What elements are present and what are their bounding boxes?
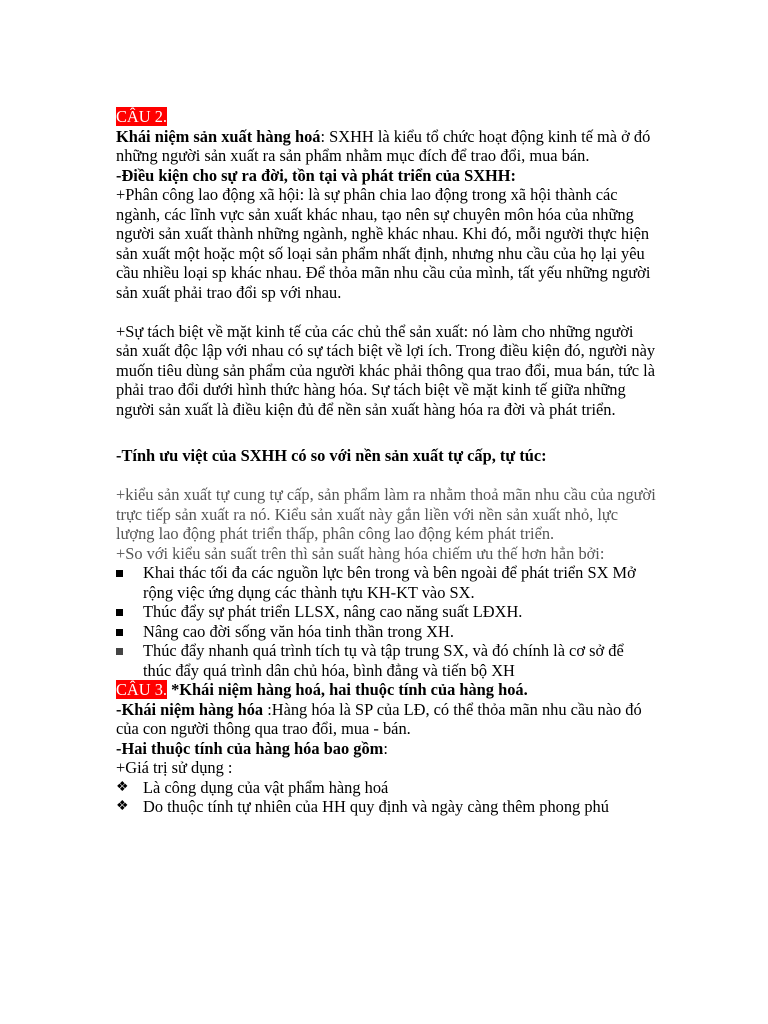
square-bullet-icon: [116, 563, 136, 577]
diamond-bullet-icon: ❖: [116, 799, 129, 814]
definition-term: Khái niệm sản xuất hàng hoá: [116, 126, 321, 146]
list-item: Khai thác tối đa các nguồn lực bên trong và bên ngoài để phát triển SX Mở rộng việc ứng dụng các thành tựu KH-KT vào SX.: [116, 563, 656, 602]
advantages-list: [116, 563, 656, 680]
conditions-heading: -Điều kiện cho sự ra đời, tồn tại và phát triển của SXHH:: [116, 165, 517, 185]
list-item: Thúc đẩy sự phát triển LLSX, nâng cao năng suất LĐXH.: [116, 602, 656, 622]
document-body: [116, 107, 656, 817]
advantages-heading: -Tính ưu việt của SXHH có so với nền sản xuất tự cấp, tự túc:: [116, 446, 547, 465]
question-3-title: *Khái niệm hàng hoá, hai thuộc tính của hàng hoá.: [167, 680, 528, 699]
list-item: ❖ Là công dụng của vật phẩm hàng hoá: [116, 777, 389, 797]
square-bullet-icon: [116, 641, 136, 655]
use-value-heading: +Giá trị sử dụng :: [116, 758, 233, 777]
diamond-bullet-icon: ❖: [116, 779, 129, 795]
square-bullet-icon: [116, 602, 136, 616]
list-item: Thúc đẩy nhanh quá trình tích tụ và tập trung SX, và đó chính là cơ sở để thúc đẩy quá trình dân chủ hóa, bình đẳng và tiến bộ XH: [116, 641, 656, 680]
goods-definition: -Khái niệm hàng hóa :Hàng hóa là SP của LĐ, có thể thỏa mãn nhu cầu nào đó của con người thông qua trao đổi, mua - bán.: [116, 699, 642, 738]
question-2-label: CÂU 2.: [116, 107, 167, 126]
question-3-label: CÂU 3.: [116, 680, 167, 699]
definition-text: : SXHH là kiểu tổ chức hoạt động kinh tế mà ở đó những người sản xuất ra sản phẩm nhằm mục đích để trao đổi, mua bán.: [116, 126, 651, 165]
advantage-2: +So với kiểu sản suất trên thì sản suất hàng hóa chiếm ưu thế hơn hẳn bởi:: [116, 543, 605, 563]
goods-definition-term: -Khái niệm hàng hóa: [116, 699, 264, 719]
question-3-heading: [116, 680, 656, 700]
advantage-1: +kiểu sản xuất tự cung tự cấp, sản phẩm làm ra nhằm thoả mãn nhu cầu của người trực tiếp sản xuất ra nó. Kiểu sản xuất này gắn liền với nền sản xuất nhỏ, lực lượng lao động phát triển thấp, phân công lao động kém phát triển.: [116, 485, 656, 543]
square-bullet-icon: [116, 622, 136, 636]
list-item: ❖ Do thuộc tính tự nhiên của HH quy định và ngày càng thêm phong phú: [116, 797, 609, 816]
definition-paragraph: [116, 127, 656, 166]
use-value-list: [116, 778, 656, 817]
attributes-heading: -Hai thuộc tính của hàng hóa bao gồm:: [116, 738, 388, 758]
condition-1: +Phân công lao động xã hội: là sự phân chia lao động trong xã hội thành các ngành, các lĩnh vực sản xuất khác nhau, tạo nên sự chuyên môn hóa của những người sản xuất thành những ngành, nghề khác nhau. Khi đó, mỗi người thực hiện sản xuất một hoặc một số loại sản phẩm nhất định, nhưng nhu cầu của họ lại yêu cầu nhiều loại sp khác nhau. Để thỏa mãn nhu cầu của mình, tất yếu những người sản xuất phải trao đổi sp với nhau.: [116, 185, 651, 302]
list-item: Nâng cao đời sống văn hóa tinh thần trong XH.: [116, 622, 656, 642]
condition-2: +Sự tách biệt về mặt kinh tế của các chủ thể sản xuất: nó làm cho những người sản xuất độc lập với nhau có sự tách biệt về lợi ích. Trong điều kiện đó, người này muốn tiêu dùng sản phẩm của người khác phải thông qua trao đổi, mua bán, tức là phải trao đổi dưới hình thức hàng hóa. Sự tách biệt về mặt kinh tế giữa những người sản xuất là điều kiện đủ để nền sản xuất hàng hóa ra đời và phát triển.: [116, 321, 656, 419]
